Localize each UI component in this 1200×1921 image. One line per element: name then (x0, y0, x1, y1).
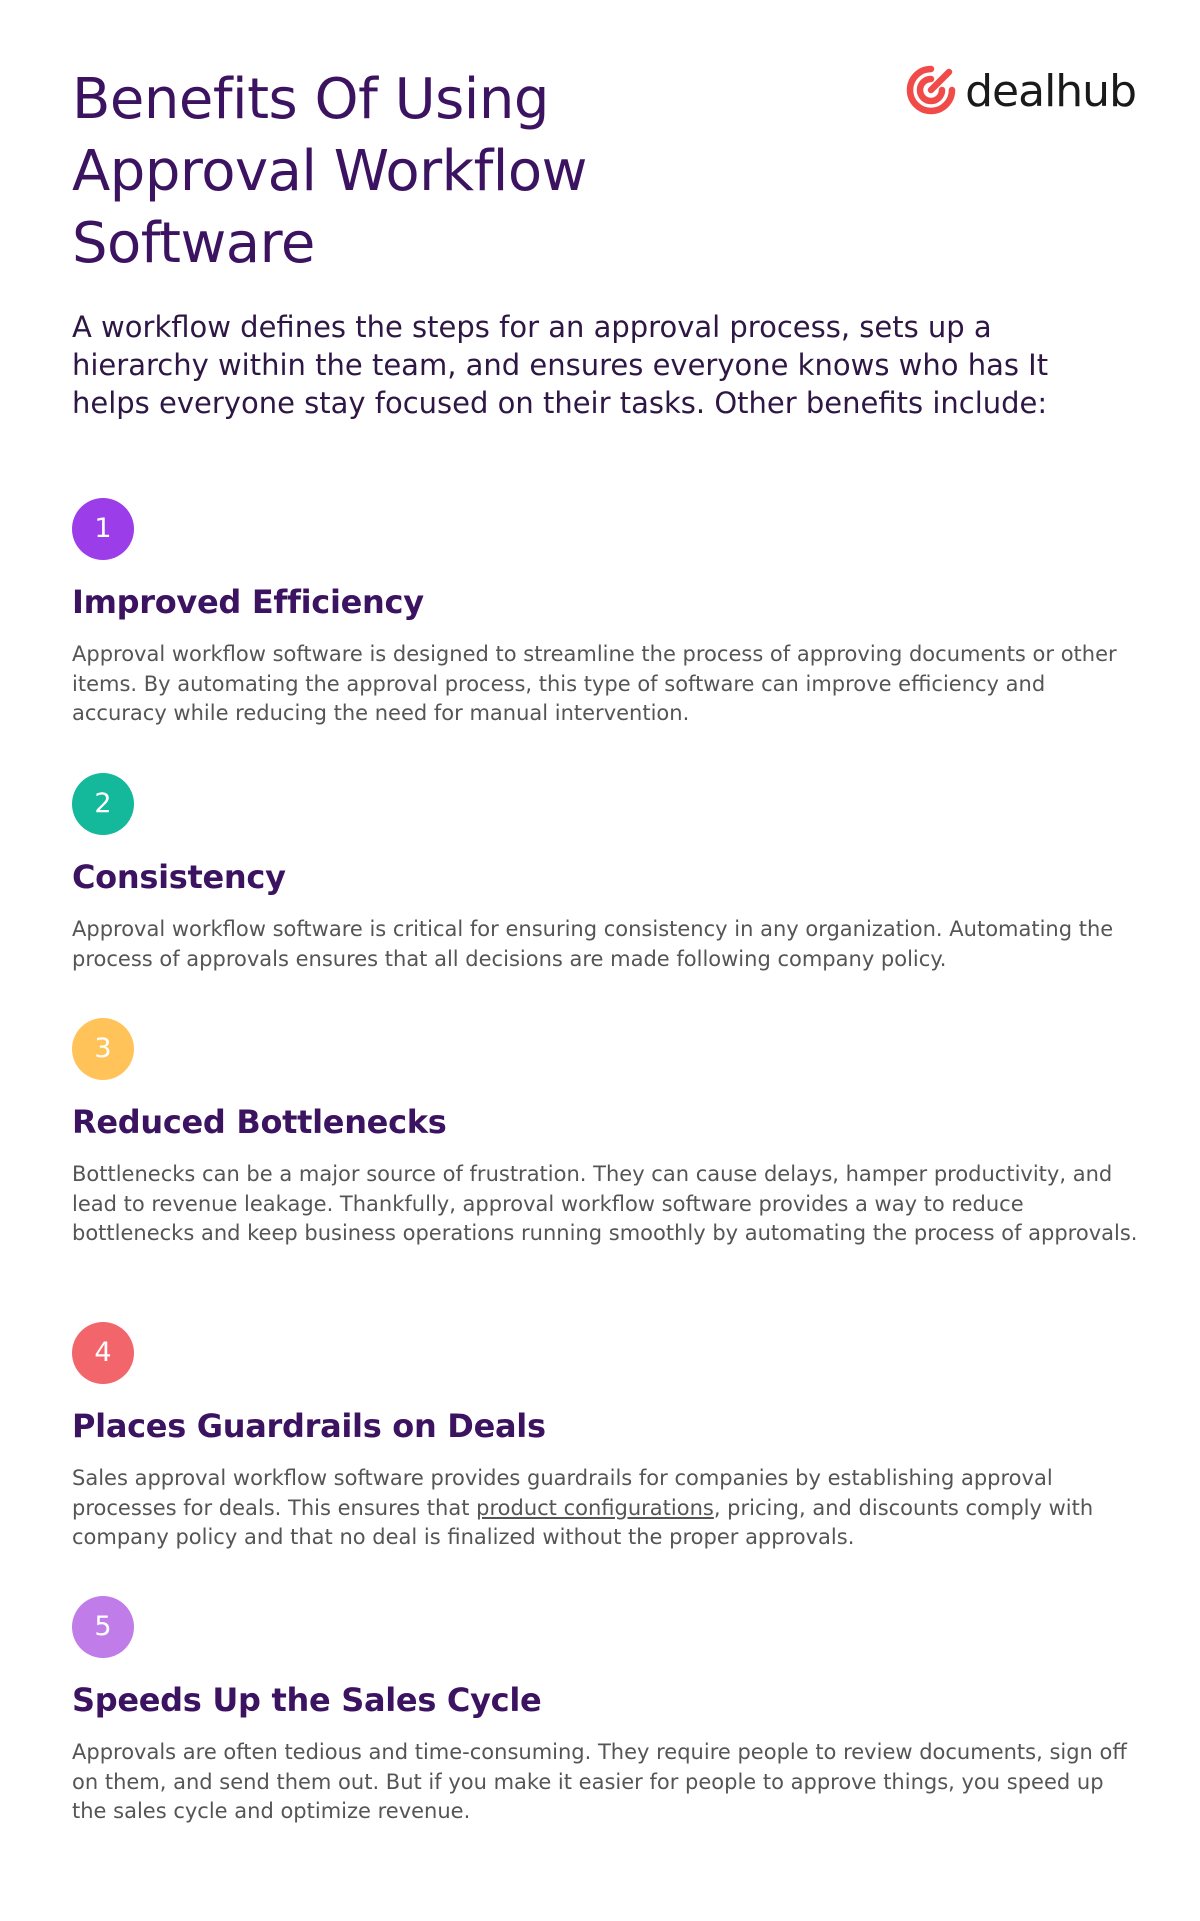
benefit-title: Consistency (72, 858, 286, 896)
number-badge: 1 (72, 498, 134, 560)
product-configurations-link[interactable]: product configurations (476, 1495, 714, 1520)
dealhub-logo-icon (905, 64, 957, 120)
benefit-item-1 (72, 498, 1142, 729)
benefit-title: Improved Efficiency (72, 583, 424, 621)
number-badge: 5 (72, 1596, 134, 1658)
number-badge: 2 (72, 773, 134, 835)
benefit-title: Reduced Bottlenecks (72, 1103, 447, 1141)
benefit-description (72, 1464, 1142, 1553)
number-badge: 3 (72, 1018, 134, 1080)
number-badge: 4 (72, 1322, 134, 1384)
benefit-text-before: Sales approval workflow software provides guardrails for companies by establishing approval processes for deals. This ensures that (72, 1466, 1053, 1520)
benefit-description: Bottlenecks can be a major source of frustration. They can cause delays, hamper productivity, and lead to revenue leakage. Thankfully, approval workflow software provides a way to reduce bottlenecks and keep business operations running smoothly by automating the process of approvals. (72, 1162, 1138, 1245)
benefit-description: Approval workflow software is critical for ensuring consistency in any organization. Automating the process of approvals ensures that all decisions are made following company policy. (72, 917, 1114, 971)
benefit-title: Speeds Up the Sales Cycle (72, 1681, 542, 1719)
benefit-item-2 (72, 773, 1142, 974)
dealhub-logo[interactable] (905, 62, 1136, 122)
benefit-text-after: , pricing, and discounts comply with company policy and that no deal is finalized without the proper approvals. (72, 1495, 1094, 1549)
benefit-title: Places Guardrails on Deals (72, 1407, 546, 1445)
benefit-item-5 (72, 1596, 1142, 1827)
benefit-item-3 (72, 1018, 1142, 1249)
intro-paragraph: A workflow defines the steps for an approval process, sets up a hierarchy within the team, and ensures everyone knows who has It helps everyone stay focused on their tasks. Other benefits include: (72, 310, 1049, 420)
logo-wordmark: dealhub (965, 66, 1136, 117)
benefit-item-4 (72, 1322, 1142, 1553)
page-title: Benefits Of Using Approval Workflow Software (72, 67, 587, 276)
benefit-description: Approvals are often tedious and time-consuming. They require people to review documents, sign off on them, and send them out. But if you make it easier for people to approve things, you speed up the sales cycle and optimize revenue. (72, 1740, 1127, 1823)
benefit-description: Approval workflow software is designed to streamline the process of approving documents or other items. By automating the approval process, this type of software can improve efficiency and accuracy while reducing the need for manual intervention. (72, 642, 1117, 725)
